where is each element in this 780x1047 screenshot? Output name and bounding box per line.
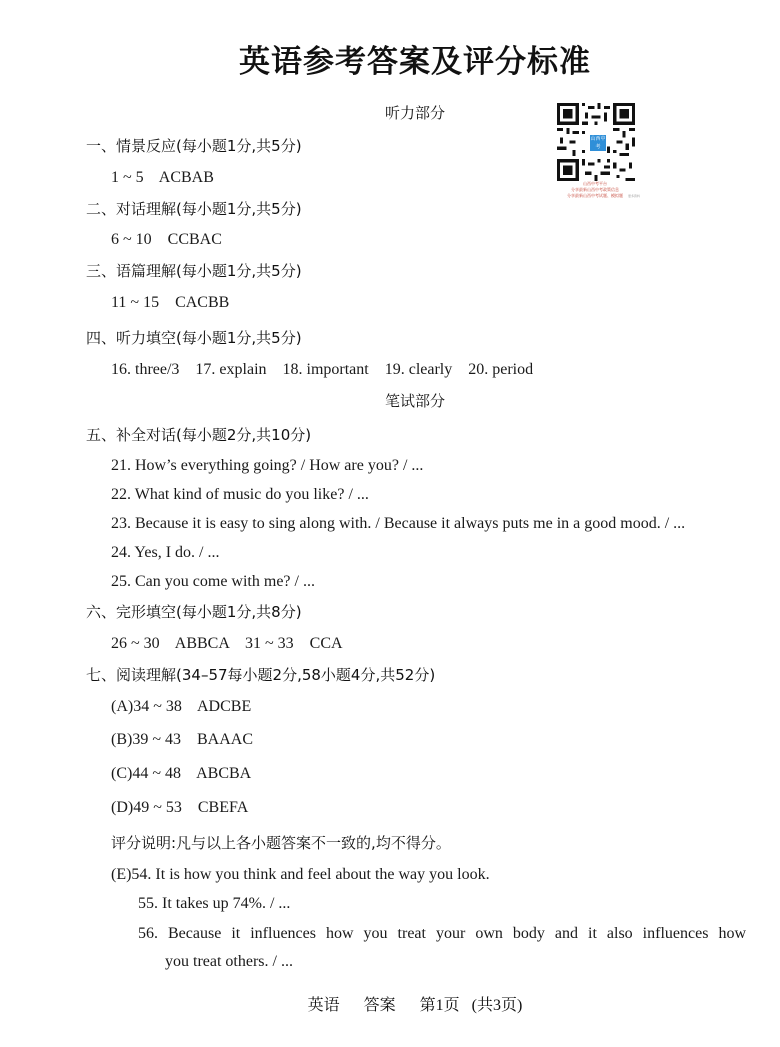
- answer-item: 23. Because it is easy to sing along with. / Because it always puts me in a good mood. / ...: [111, 515, 686, 532]
- qr-center-logo: 山西中考: [590, 136, 606, 150]
- page-title: 英语参考答案及评分标准: [239, 44, 591, 80]
- answer-item: (D)49 ~ 53 CBEFA: [111, 799, 249, 816]
- section-answer: 26 ~ 30 ABBCA 31 ~ 33 CCA: [111, 635, 343, 652]
- section-heading: 五、补全对话(每小题2分,共10分): [86, 426, 312, 444]
- section-heading: 一、情景反应(每小题1分,共5分): [86, 137, 302, 155]
- answer-item-continuation: you treat others. / ...: [165, 953, 293, 970]
- section-heading: 七、阅读理解(34–57每小题2分,58小题4分,共52分): [86, 666, 436, 684]
- page-footer: 英语 答案 第1页 (共3页): [307, 997, 523, 1014]
- qr-caption-line: 山西中考平台: [583, 181, 607, 186]
- answer-item: 55. It takes up 74%. / ...: [138, 895, 291, 912]
- section-answer: 6 ~ 10 CCBAC: [111, 231, 222, 248]
- section-answer: 16. three/3 17. explain 18. important 19. clearly 20. period: [111, 361, 534, 378]
- section-answer: 11 ~ 15 CACBB: [111, 294, 230, 311]
- writing-part-header: 笔试部分: [384, 392, 445, 410]
- answer-item: 56. Because it influences how you treat your own body and it also influences how: [138, 925, 746, 942]
- answer-item: 25. Can you come with me? / ...: [111, 573, 315, 590]
- qr-tag: 更多资料: [628, 194, 641, 198]
- section-heading: 二、对话理解(每小题1分,共5分): [86, 200, 302, 218]
- listening-part-header: 听力部分: [384, 104, 445, 122]
- qr-caption-line: 分享最新山西中考试题、模拟题: [567, 193, 623, 198]
- scoring-note: 评分说明:凡与以上各小题答案不一致的,均不得分。: [111, 834, 451, 852]
- section-heading: 四、听力填空(每小题1分,共5分): [86, 329, 302, 347]
- answer-item: (C)44 ~ 48 ABCBA: [111, 765, 252, 782]
- answer-item: (A)34 ~ 38 ADCBE: [111, 698, 252, 715]
- section-answer: 1 ~ 5 ACBAB: [111, 169, 214, 186]
- answer-item: 24. Yes, I do. / ...: [111, 544, 220, 561]
- answer-item: (B)39 ~ 43 BAAAC: [111, 731, 253, 748]
- qr-caption-line: 分享最新山西中考政策信息: [571, 187, 619, 192]
- section-heading: 三、语篇理解(每小题1分,共5分): [86, 262, 302, 280]
- section-heading: 六、完形填空(每小题1分,共8分): [86, 603, 302, 621]
- answer-item: 21. How’s everything going? / How are you? / ...: [111, 457, 424, 474]
- answer-item: 22. What kind of music do you like? / ...: [111, 486, 369, 503]
- answer-item: (E)54. It is how you think and feel about the way you look.: [111, 866, 490, 883]
